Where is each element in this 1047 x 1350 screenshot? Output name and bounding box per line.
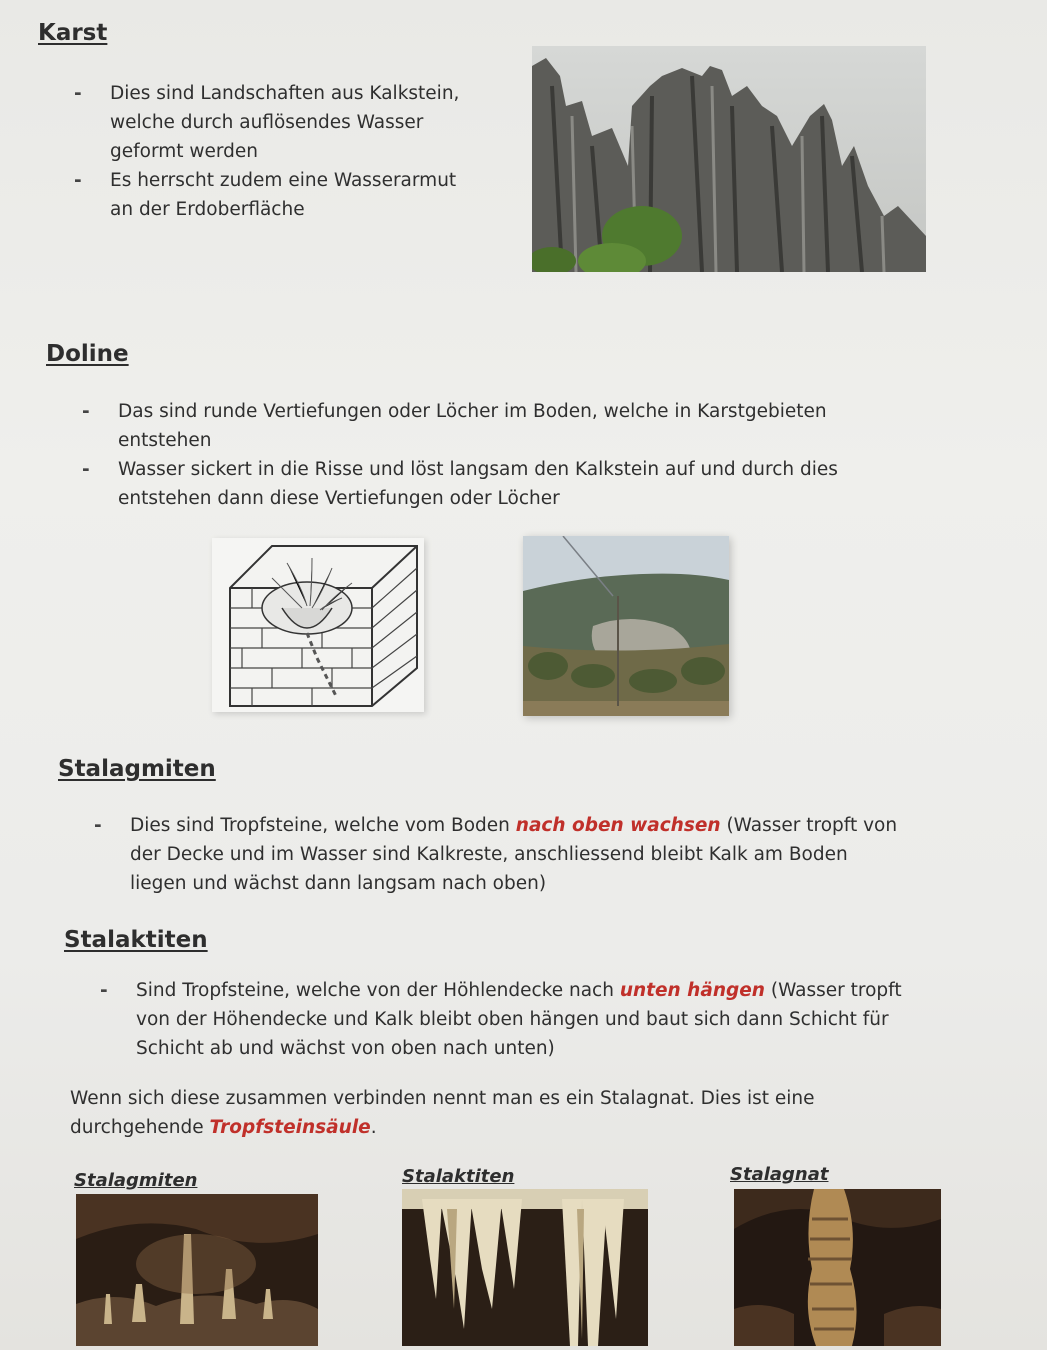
stalaktiten-text-before: Sind Tropfsteine, welche von der Höhlendecke nach xyxy=(136,980,620,1001)
doline-bullet-2: - Wasser sickert in die Risse und löst langsam den Kalkstein auf und durch dies entstehen dann diese Vertiefungen oder Löcher xyxy=(82,455,842,513)
caption-stalagmiten: Stalagmiten xyxy=(74,1170,198,1191)
karst-heading: Karst xyxy=(38,20,108,46)
stalagnat-text-before: Wenn sich diese zusammen verbinden nennt man es ein Stalagnat. Dies ist eine durchgehende xyxy=(70,1088,815,1138)
stalagmiten-bullet xyxy=(94,811,909,898)
doline-landscape-photo xyxy=(523,536,729,716)
karst-bullet-2: - Es herrscht zudem eine Wasserarmut an der Erdoberfläche xyxy=(74,166,474,224)
stalagmiten-highlight: nach oben wachsen xyxy=(515,815,721,836)
stalagnat-highlight: Tropfsteinsäule xyxy=(209,1117,371,1138)
stalagmiten-cave-photo xyxy=(76,1194,318,1346)
stalagmiten-text-after: (Wasser tropft von der Decke und im Wasser sind Kalkreste, anschliessend bleibt Kalk am Boden liegen und wächst dann langsam nach oben) xyxy=(130,815,898,894)
stalagmiten-heading: Stalagmiten xyxy=(58,756,216,782)
caption-stalagnat: Stalagnat xyxy=(730,1164,829,1185)
stalaktiten-text-after: (Wasser tropft von der Höhendecke und Kalk bleibt oben hängen und baut sich dann Schicht für Schicht ab und wächst von oben nach unten) xyxy=(136,980,902,1059)
stalaktiten-bullet-list xyxy=(100,976,915,1063)
stalaktiten-heading: Stalaktiten xyxy=(64,927,208,953)
doline-bullet-1: - Das sind runde Vertiefungen oder Löcher im Boden, welche in Karstgebieten entstehen xyxy=(82,397,842,455)
stalagnat-paragraph xyxy=(70,1084,830,1142)
doline-diagram-image xyxy=(212,538,424,712)
doline-bullet-list xyxy=(82,397,842,513)
karst-bullet-list xyxy=(74,79,474,224)
stalagnat-cave-photo xyxy=(734,1189,941,1346)
stalagmiten-bullet-list xyxy=(94,811,909,898)
karst-rock-photo xyxy=(532,46,926,272)
caption-stalaktiten: Stalaktiten xyxy=(402,1166,515,1187)
stalaktiten-bullet xyxy=(100,976,915,1063)
stalaktiten-cave-photo xyxy=(402,1189,648,1346)
stalagmiten-text-before: Dies sind Tropfsteine, welche vom Boden xyxy=(130,815,516,836)
karst-bullet-1: - Dies sind Landschaften aus Kalkstein, welche durch auflösendes Wasser geformt werden xyxy=(74,79,474,166)
stalaktiten-highlight: unten hängen xyxy=(619,980,765,1001)
stalagnat-text-after: . xyxy=(370,1117,377,1138)
doline-heading: Doline xyxy=(46,341,129,367)
